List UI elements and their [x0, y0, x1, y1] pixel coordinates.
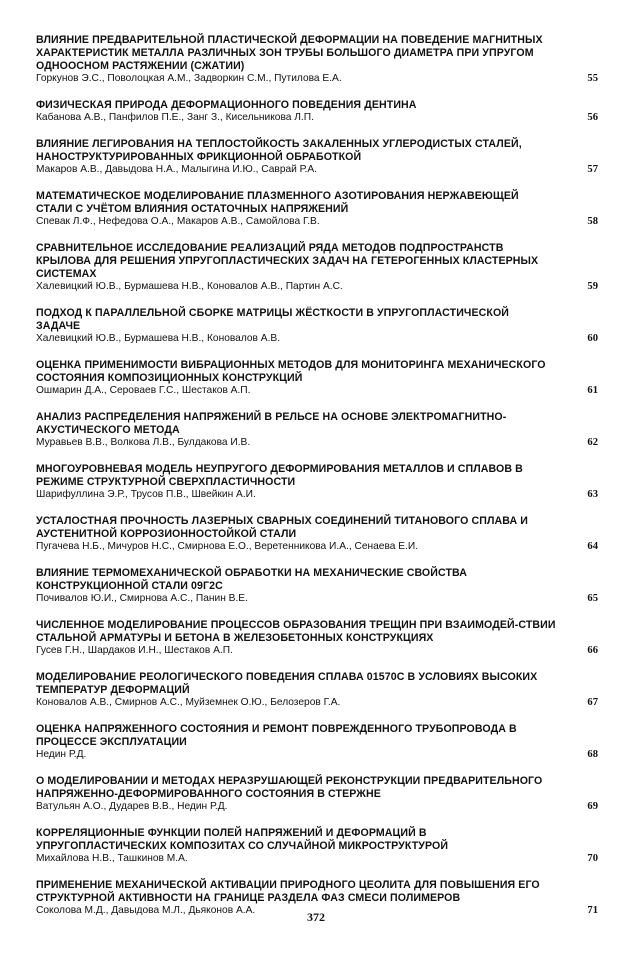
- table-of-contents: [36, 34, 598, 931]
- entry-title: МНОГОУРОВНЕВАЯ МОДЕЛЬ НЕУПРУГОГО ДЕФОРМИРОВАНИЯ МЕТАЛЛОВ И СПЛАВОВ В РЕЖИМЕ СТРУКТУРНОЙ СВЕРХПЛАСТИЧНОСТИ: [36, 463, 523, 488]
- entry-page-number: 69: [587, 801, 598, 812]
- toc-entry: [36, 671, 598, 709]
- entry-title: ВЛИЯНИЕ ПРЕДВАРИТЕЛЬНОЙ ПЛАСТИЧЕСКОЙ ДЕФОРМАЦИИ НА ПОВЕДЕНИЕ МАГНИТНЫХ ХАРАКТЕРИСТИК МЕТАЛЛА РАЗЛИЧНЫХ ЗОН ТРУБЫ БОЛЬШОГО ДИАМЕТРА ПРИ УПРУГОМ ОДНООСНОМ РАСТЯЖЕНИИ (СЖАТИИ): [36, 34, 543, 72]
- entry-title: ФИЗИЧЕСКАЯ ПРИРОДА ДЕФОРМАЦИОННОГО ПОВЕДЕНИЯ ДЕНТИНА: [36, 99, 417, 111]
- toc-entry: [36, 723, 598, 761]
- entry-authors: Халевицкий Ю.В., Бурмашева Н.В., Коновалов А.В.: [36, 333, 281, 344]
- entry-authors: Халевицкий Ю.В., Бурмашева Н.В., Коновалов А.В., Партин А.С.: [36, 281, 343, 292]
- entry-authors: Кабанова А.В., Панфилов П.Е., Занг З., Кисельникова Л.П.: [36, 112, 314, 123]
- entry-title: ВЛИЯНИЕ ЛЕГИРОВАНИЯ НА ТЕПЛОСТОЙКОСТЬ ЗАКАЛЕННЫХ УГЛЕРОДИСТЫХ СТАЛЕЙ, НАНОСТРУКТУРИРОВАННЫХ ФРИКЦИОННОЙ ОБРАБОТКОЙ: [36, 138, 522, 163]
- entry-title: АНАЛИЗ РАСПРЕДЕЛЕНИЯ НАПРЯЖЕНИЙ В РЕЛЬСЕ НА ОСНОВЕ ЭЛЕКТРОМАГНИТНО-АКУСТИЧЕСКОГО МЕТОДА: [36, 411, 507, 436]
- entry-title: УСТАЛОСТНАЯ ПРОЧНОСТЬ ЛАЗЕРНЫХ СВАРНЫХ СОЕДИНЕНИЙ ТИТАНОВОГО СПЛАВА И АУСТЕНИТНОЙ КОРРОЗИОННОСТОЙКОЙ СТАЛИ: [36, 515, 528, 540]
- entry-authors: Муравьев В.В., Волкова Л.В., Булдакова И.В.: [36, 437, 251, 448]
- toc-entry: [36, 567, 598, 605]
- entry-page-number: 67: [587, 697, 598, 708]
- entry-page-number: 62: [587, 437, 598, 448]
- entry-authors: Ватульян А.О., Дударев В.В., Недин Р.Д.: [36, 801, 228, 812]
- entry-authors: Пугачева Н.Б., Мичуров Н.С., Смирнова Е.О., Веретенникова И.А., Сенаева Е.И.: [36, 541, 419, 552]
- entry-title: ОЦЕНКА НАПРЯЖЕННОГО СОСТОЯНИЯ И РЕМОНТ ПОВРЕЖДЕННОГО ТРУБОПРОВОДА В ПРОЦЕССЕ ЭКСПЛУАТАЦИИ: [36, 723, 517, 748]
- entry-title: ВЛИЯНИЕ ТЕРМОМЕХАНИЧЕСКОЙ ОБРАБОТКИ НА МЕХАНИЧЕСКИЕ СВОЙСТВА КОНСТРУКЦИОННОЙ СТАЛИ 09Г2С: [36, 567, 468, 592]
- entry-page-number: 55: [587, 73, 598, 84]
- entry-page-number: 70: [587, 853, 598, 864]
- entry-authors: Соколова М.Д., Давыдова М.Л., Дьяконов А.А.: [36, 905, 256, 916]
- entry-title: ПРИМЕНЕНИЕ МЕХАНИЧЕСКОЙ АКТИВАЦИИ ПРИРОДНОГО ЦЕОЛИТА ДЛЯ ПОВЫШЕНИЯ ЕГО СТРУКТУРНОЙ АКТИВНОСТИ НА ГРАНИЦЕ РАЗДЕЛА ФАЗ СМЕСИ ПОЛИМЕРОВ: [36, 879, 540, 904]
- entry-page-number: 64: [587, 541, 598, 552]
- entry-authors: Гусев Г.Н., Шардаков И.Н., Шестаков А.П.: [36, 645, 233, 656]
- entry-authors: Горкунов Э.С., Поволоцкая А.М., Задворкин С.М., Путилова Е.А.: [36, 73, 342, 84]
- entry-page-number: 65: [587, 593, 598, 604]
- toc-entry: [36, 619, 598, 657]
- entry-page-number: 58: [587, 216, 598, 227]
- entry-title: ОЦЕНКА ПРИМЕНИМОСТИ ВИБРАЦИОННЫХ МЕТОДОВ ДЛЯ МОНИТОРИНГА МЕХАНИЧЕСКОГО СОСТОЯНИЯ КОМПОЗИЦИОННЫХ КОНСТРУКЦИЙ: [36, 359, 546, 384]
- entry-page-number: 59: [587, 281, 598, 292]
- toc-entry: [36, 411, 598, 449]
- entry-page-number: 68: [587, 749, 598, 760]
- toc-entry: [36, 307, 598, 345]
- toc-entry: [36, 515, 598, 553]
- entry-authors: Макаров А.В., Давыдова Н.А., Малыгина И.Ю., Саврай Р.А.: [36, 164, 318, 175]
- toc-entry: [36, 242, 598, 293]
- entry-page-number: 60: [587, 333, 598, 344]
- toc-entry: [36, 138, 598, 176]
- entry-authors: Шарифуллина Э.Р., Трусов П.В., Швейкин А.И.: [36, 489, 256, 500]
- entry-title: ПОДХОД К ПАРАЛЛЕЛЬНОЙ СБОРКЕ МАТРИЦЫ ЖЁСТКОСТИ В УПРУГОПЛАСТИЧЕСКОЙ ЗАДАЧЕ: [36, 307, 510, 332]
- entry-title: МАТЕМАТИЧЕСКОЕ МОДЕЛИРОВАНИЕ ПЛАЗМЕННОГО АЗОТИРОВАНИЯ НЕРЖАВЕЮЩЕЙ СТАЛИ С УЧЁТОМ ВЛИЯНИЯ ОСТАТОЧНЫХ НАПРЯЖЕНИЙ: [36, 190, 519, 215]
- entry-page-number: 63: [587, 489, 598, 500]
- entry-title: МОДЕЛИРОВАНИЕ РЕОЛОГИЧЕСКОГО ПОВЕДЕНИЯ СПЛАВА 01570С В УСЛОВИЯХ ВЫСОКИХ ТЕМПЕРАТУР ДЕФОРМАЦИЙ: [36, 671, 538, 696]
- toc-entry: [36, 775, 598, 813]
- entry-title: СРАВНИТЕЛЬНОЕ ИССЛЕДОВАНИЕ РЕАЛИЗАЦИЙ РЯДА МЕТОДОВ ПОДПРОСТРАНСТВ КРЫЛОВА ДЛЯ РЕШЕНИЯ УПРУГОПЛАСТИЧЕСКИХ ЗАДАЧ НА ГЕТЕРОГЕННЫХ КЛАСТЕРНЫХ СИСТЕМАХ: [36, 242, 539, 280]
- entry-title: ЧИСЛЕННОЕ МОДЕЛИРОВАНИЕ ПРОЦЕССОВ ОБРАЗОВАНИЯ ТРЕЩИН ПРИ ВЗАИМОДЕЙ-СТВИИ СТАЛЬНОЙ АРМАТУРЫ И БЕТОНА В ЖЕЛЕЗОБЕТОННЫХ КОНСТРУКЦИЯХ: [36, 619, 556, 644]
- entry-authors: Спевак Л.Ф., Нефедова О.А., Макаров А.В., Самойлова Г.В.: [36, 216, 320, 227]
- entry-page-number: 57: [587, 164, 598, 175]
- entry-title: КОРРЕЛЯЦИОННЫЕ ФУНКЦИИ ПОЛЕЙ НАПРЯЖЕНИЙ И ДЕФОРМАЦИЙ В УПРУГОПЛАСТИЧЕСКИХ КОМПОЗИТАХ СО СЛУЧАЙНОЙ МИКРОСТРУКТУРОЙ: [36, 827, 449, 852]
- entry-authors: Ошмарин Д.А., Серовaeв Г.С., Шестаков А.П.: [36, 385, 251, 396]
- toc-entry: [36, 463, 598, 501]
- toc-entry: [36, 34, 598, 85]
- toc-entry: [36, 827, 598, 865]
- toc-entry: [36, 190, 598, 228]
- page-number: 372: [307, 910, 325, 924]
- entry-authors: Коновалов А.В., Смирнов А.С., Муйземнек О.Ю., Белозеров Г.А.: [36, 697, 341, 708]
- toc-entry: [36, 359, 598, 397]
- entry-title: О МОДЕЛИРОВАНИИ И МЕТОДАХ НЕРАЗРУШАЮЩЕЙ РЕКОНСТРУКЦИИ ПРЕДВАРИТЕЛЬНОГО НАПРЯЖЕННО-ДЕФОРМИРОВАННОГО СОСТОЯНИЯ В СТЕРЖНЕ: [36, 775, 543, 800]
- entry-page-number: 56: [587, 112, 598, 123]
- entry-page-number: 71: [587, 905, 598, 916]
- entry-authors: Недин Р.Д.: [36, 749, 87, 760]
- entry-authors: Почивалов Ю.И., Смирнова А.С., Панин В.Е.: [36, 593, 248, 604]
- entry-page-number: 61: [587, 385, 598, 396]
- entry-page-number: 66: [587, 645, 598, 656]
- entry-authors: Михайлова Н.В., Ташкинов М.А.: [36, 853, 188, 864]
- toc-entry: [36, 99, 598, 124]
